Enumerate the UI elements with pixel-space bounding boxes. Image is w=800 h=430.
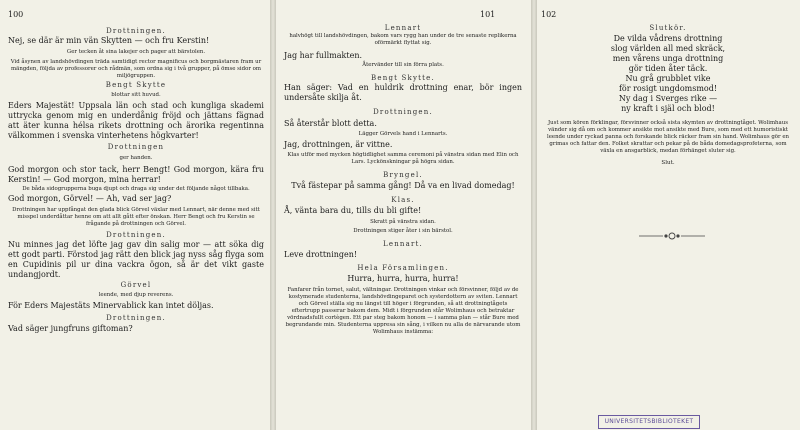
stage-direction: blottar sitt huvud. [111,92,161,98]
page-number: 102 [541,10,557,19]
stage-direction: Drottningen stiger åter i sin bärstol. [353,228,453,234]
dialogue-line: ny kraft i själ och blod! [621,104,715,113]
dialogue-line: slog världen all med skräck, [610,44,726,53]
stage-direction: ger handen. [119,155,153,161]
speaker-name: Drottningen. [373,108,433,116]
dialogue-line: Eders Majestät! Uppsala län och stad och kungliga skademi uttrycka genom mig en underdånig fröjd och jättans fägnad att äter kunna hélsa rikets drottning och ärorika regentinna välkommen i svenska vinterhetens högkvarter! [8,101,264,140]
speaker-name: Drottningen. [106,27,166,35]
stage-direction: Ger tecken åt sina lakejer och pager att bärstolen. [66,49,206,55]
speaker-name: Klas. [391,196,415,204]
dialogue-line: Nu minnes jag det löfte jag gav din salig mor — att söka dig ett godt parti. Förstod jag rätt den blick jag nyss såg flyga som en Cupidinis pil ur dina vackra ögon, så är det vikt gaste undangjordt. [8,240,264,279]
stage-direction: De båda sidogrupperna buga djupt och draga sig under det följande något tillbaka. [22,186,250,192]
page-text [545,24,791,166]
speaker-name: Drottningen. [106,314,166,322]
dialogue-line: Ny dag i Sverges rike — [618,94,718,103]
dialogue-line: Jag, drottningen, är vittne. [284,140,393,149]
stage-direction: Fanfarer från tornet, salut, vältningar. Drottningen vinkar och försvinner, följd av de kostymerade studenterna, landshövdingeparet och systerdottern av sviten. Lennart och Görvel ställa sig nu längst till höger i förgrunden, så att drottningtågets eftertrupp passerar bakom dem. Midt i förgrunden står Wolimhaus och betraktar vördnadsfullt cortègen. Ett par steg bakom honom — i samma plan — står Bure med begrundande min. Studenterna uppresa sin sång, i vilken nu alla de närvarande utom Wolimhaus instämma: [285,287,521,335]
speaker-name: Bryngel. [383,171,423,179]
stage-direction: Återvänder till sin förra plats. [362,62,444,68]
page-102 [537,0,800,430]
page-number: 100 [8,10,24,19]
page-text [8,24,264,334]
dialogue-line: Å, vänta bara du, tills du bli gifte! [284,206,422,215]
speaker-name: Drottningen. [106,231,166,239]
stage-direction: leende, med djup reverens. [98,292,174,298]
page-number: 101 [480,10,496,19]
stage-direction: Just som kören förklingar, försvinner också sista skymten av drottningtåget. Wolimhaus vänder sig då om och kommer ansikte mot ansikte med Bure, som med ett humoristiskt leende under ryckad panna och forskande blick räcker fram sin hand. Wolimhaus gör en grimas och fattar den. Folket skrattar och pekar på de båda domedagsprofeterna, som växla en ansgarblick, medan förhänget sluter sig. [546,120,789,154]
dialogue-line: Vad säger jungfruns giftoman? [8,324,133,333]
dialogue-line: Nej, se där är min vän Skytten — och fru Kerstin! [8,36,210,45]
dialogue-line: Så återstår blott detta. [284,119,377,128]
dialogue-line: för rosigt ungdomsmod! [618,84,718,93]
stage-direction: Klas utför med mycken högtidlighet samma ceremoni på vänstra sidan med Elin och Lars. Lyckönskningar på högra sidan. [287,152,519,165]
dialogue-line: God morgon och stor tack, herr Bengt! God morgon, kära fru Kerstin! — God morgon, mina herrar! [8,165,264,184]
speaker-name: Slutkör. [649,24,687,32]
stage-direction: Vid åsynen av landshövdingen träda samtidigt rector magnificus och borgmästaren fram ur mängden, följda av professorer och rådmän, som ordna sig i två grupper, på ömse sidor om miljögruppen. [10,59,262,79]
page-100 [0,0,270,430]
stage-direction: Lägger Görvels hand i Lennarts. [358,131,448,137]
dialogue-line: Två fästepar på samma gång! Då va en livad domedag! [291,181,515,190]
dialogue-line: Leve drottningen! [284,250,358,259]
dialogue-line: Hurra, hurra, hurra, hurra! [347,274,459,283]
dialogue-line: För Eders Majestäts Minervablick kan intet döljas. [8,301,214,310]
library-stamp: UNIVERSITETSBIBLIOTEKET [598,415,700,429]
stage-direction: Skratt på vänstra sidan. [370,219,436,225]
dialogue-line: Jag har fullmakten. [284,51,363,60]
page-text [284,24,522,336]
dialogue-line: men vårens unga drottning [612,54,724,63]
ornament-icon [637,230,707,242]
speaker-name: Bengt Skytte. [371,74,435,82]
speaker-name: Görvel [120,281,152,289]
dialogue-line: gör tiden åter täck. [628,64,708,73]
stage-direction: Drottningen har uppfångat den glada blick Görvel växlar med Lennart, när denne med sitt misspel underdåttar henne om att allt gått efter önskan. Herr Bengt och fru Kerstin se frågande på drottningen och Görvel. [12,207,260,227]
speaker-name: Lennart. [383,240,423,248]
speaker-name: Hela Församlingen. [357,264,449,272]
dialogue-line: Slut. [661,160,675,166]
dialogue-line: God morgon, Görvel! — Ah, vad ser jag? [8,194,172,203]
stage-direction: halvhögt till landshövdingen, bakom vars rygg han under de tre senaste replikerna oförmärkt flyttat sig. [289,33,517,46]
dialogue-line: Nu grå grubblet vike [625,74,711,83]
speaker-name: Drottningen [107,143,165,151]
speaker-name: Lennart [384,24,422,32]
dialogue-line: Han säger: Vad en huldrik drottning enar, bör ingen undersåte skilja åt. [284,83,522,102]
speaker-name: Bengt Skytte [105,81,167,89]
page-101 [276,0,531,430]
dialogue-line: De vilda vådrens drottning [613,34,723,43]
